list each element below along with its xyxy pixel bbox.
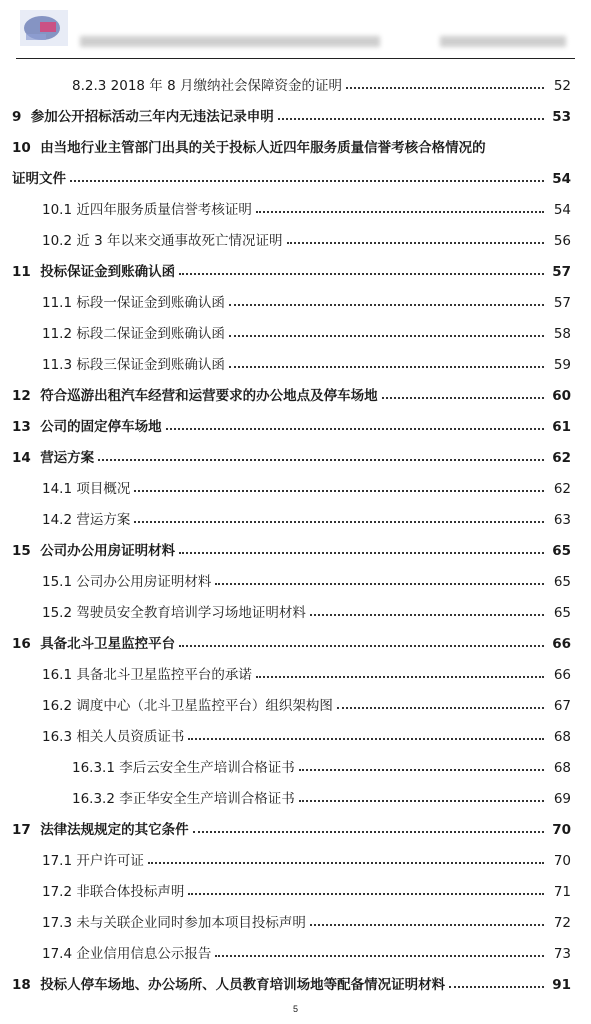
toc-entry-title: 法律法规规定的其它条件 (40, 822, 189, 838)
toc-entry-page: 57 (553, 295, 571, 311)
toc-entry-number: 14.2 (42, 512, 77, 528)
toc-entry-title: 营运方案 (40, 450, 95, 466)
toc-entry-number: 8.2.3 (72, 78, 111, 94)
toc-entry-title: 具备北斗卫星监控平台 (40, 636, 176, 652)
blurred-header-text-right (440, 36, 566, 47)
blurred-header-text-left (80, 36, 380, 47)
toc-entry-page: 70 (553, 853, 571, 869)
toc-entry-page: 62 (552, 450, 571, 466)
toc-entry-title: 2018 年 8 月缴纳社会保障资金的证明 (110, 78, 342, 94)
toc-entry[interactable] (72, 754, 571, 776)
toc-entry-title: 未与关联企业同时参加本项目投标声明 (76, 915, 306, 931)
toc-entry-page: 68 (553, 760, 571, 776)
dot-leader (98, 459, 544, 461)
toc-entry-title: 投标保证金到账确认函 (40, 264, 176, 280)
toc-entry[interactable] (12, 537, 571, 559)
toc-entry-title: 符合巡游出租汽车经营和运营要求的办公地点及停车场地 (40, 388, 378, 404)
toc-entry-number: 16 (12, 636, 41, 652)
toc-entry-title: 参加公开招标活动三年内无违法记录申明 (30, 109, 274, 125)
dot-leader (134, 490, 544, 492)
toc-entry[interactable] (12, 382, 571, 404)
toc-entry-page: 60 (552, 388, 571, 404)
toc-entry[interactable] (12, 258, 571, 280)
dot-leader (310, 614, 544, 616)
toc-entry-number: 17 (12, 822, 41, 838)
dot-leader (256, 676, 544, 678)
dot-leader (179, 552, 544, 554)
toc-entry[interactable] (12, 971, 571, 993)
toc-entry-number: 17.2 (42, 884, 77, 900)
toc-entry-page: 65 (552, 543, 571, 559)
toc-entry-title: 李后云安全生产培训合格证书 (119, 760, 295, 776)
toc-entry[interactable] (42, 599, 571, 621)
dot-leader (188, 738, 544, 740)
toc-entry-number: 15.1 (42, 574, 77, 590)
dot-leader (299, 800, 544, 802)
toc-entry[interactable] (42, 847, 571, 869)
toc-entry-page: 52 (553, 78, 571, 94)
toc-entry-page: 73 (553, 946, 571, 962)
toc-entry-title: 标段一保证金到账确认函 (76, 295, 225, 311)
toc-entry-page: 68 (553, 729, 571, 745)
toc-entry-number: 12 (12, 388, 41, 404)
toc-entry-number: 10.1 (42, 202, 77, 218)
toc-entry-title: 投标人停车场地、办公场所、人员教育培训场地等配备情况证明材料 (40, 977, 446, 993)
toc-entry-number: 17.1 (42, 853, 77, 869)
toc-entry-title: 公司办公用房证明材料 (40, 543, 176, 559)
dot-leader (337, 707, 544, 709)
toc-entry-title: 公司的固定停车场地 (40, 419, 162, 435)
toc-entry-page: 65 (553, 605, 571, 621)
toc-entry[interactable] (42, 506, 571, 528)
toc-entry-number: 10 (12, 140, 41, 156)
toc-entry-page: 91 (552, 977, 571, 993)
dot-leader (287, 242, 544, 244)
toc-entry-title: 非联合体投标声明 (76, 884, 185, 900)
dot-leader (179, 273, 544, 275)
toc-entry-page: 53 (552, 109, 571, 125)
toc-entry[interactable] (42, 661, 571, 683)
toc-entry-number: 17.4 (42, 946, 77, 962)
toc-entry-number: 15.2 (42, 605, 77, 621)
toc-entry-number: 16.3.1 (72, 760, 120, 776)
toc-entry-page: 67 (553, 698, 571, 714)
toc-entry[interactable] (42, 196, 571, 218)
toc-entry-number: 10.2 (42, 233, 77, 249)
toc-entry-page: 69 (553, 791, 571, 807)
toc-entry-number: 14 (12, 450, 41, 466)
toc-entry-title: 驾驶员安全教育培训学习场地证明材料 (76, 605, 306, 621)
toc-entry-title: 标段二保证金到账确认函 (76, 326, 225, 342)
toc-entry[interactable] (72, 72, 571, 94)
toc-entry-number: 13 (12, 419, 41, 435)
toc-entry-number: 18 (12, 977, 41, 993)
toc-entry-number: 16.3.2 (72, 791, 120, 807)
toc-entry-title: 公司办公用房证明材料 (76, 574, 212, 590)
toc-entry-page: 56 (553, 233, 571, 249)
toc-entry-number: 11.3 (42, 357, 77, 373)
toc-entry-page: 66 (552, 636, 571, 652)
toc-entry-title: 营运方案 (76, 512, 131, 528)
dot-leader (70, 180, 544, 182)
toc-entry[interactable] (42, 568, 571, 590)
dot-leader (229, 304, 544, 306)
dot-leader (346, 87, 544, 89)
toc-entry-page: 66 (553, 667, 571, 683)
toc-entry-number: 16.1 (42, 667, 77, 683)
toc-entry-title: 李正华安全生产培训合格证书 (119, 791, 295, 807)
toc-entry-number: 17.3 (42, 915, 77, 931)
toc-entry[interactable] (12, 816, 571, 838)
toc-entry-page: 54 (553, 202, 571, 218)
toc-entry-page: 63 (553, 512, 571, 528)
toc-entry-page: 65 (553, 574, 571, 590)
toc-entry[interactable] (42, 878, 571, 900)
toc-entry[interactable] (12, 103, 571, 125)
dot-leader (193, 831, 544, 833)
dot-leader (256, 211, 544, 213)
toc-entry-number: 11.1 (42, 295, 77, 311)
dot-leader (449, 986, 544, 988)
toc-entry-title: 标段三保证金到账确认函 (76, 357, 225, 373)
toc-entry-title: 相关人员资质证书 (76, 729, 185, 745)
toc-entry-page: 54 (552, 171, 571, 187)
toc-entry-page: 62 (553, 481, 571, 497)
dot-leader (382, 397, 544, 399)
toc-entry-title-continued: 证明文件 (12, 171, 66, 187)
dot-leader (278, 118, 544, 120)
toc-entry-title: 由当地行业主管部门出具的关于投标人近四年服务质量信誉考核合格情况的 (40, 140, 486, 156)
toc-entry-number: 15 (12, 543, 41, 559)
toc-entry[interactable] (42, 320, 571, 342)
toc-entry[interactable] (42, 909, 571, 931)
page-header (0, 0, 591, 62)
dot-leader (166, 428, 544, 430)
toc-entry-page: 61 (552, 419, 571, 435)
toc-entry-page: 71 (553, 884, 571, 900)
toc-entry-title: 近四年服务质量信誉考核证明 (76, 202, 252, 218)
toc-entry-title: 具备北斗卫星监控平台的承诺 (76, 667, 252, 683)
toc-entry[interactable] (72, 785, 571, 807)
toc-entry-title: 调度中心（北斗卫星监控平台）组织架构图 (76, 698, 333, 714)
toc-entry-number: 16.3 (42, 729, 77, 745)
page-number: 5 (292, 1004, 298, 1014)
toc-entry-number: 11.2 (42, 326, 77, 342)
header-rule (16, 58, 575, 59)
dot-leader (229, 366, 544, 368)
toc-entry[interactable] (42, 692, 571, 714)
toc-entry-number: 16.2 (42, 698, 77, 714)
toc-entry-title: 近 3 年以来交通事故死亡情况证明 (76, 233, 283, 249)
toc-entry[interactable] (42, 940, 571, 962)
dot-leader (188, 893, 544, 895)
toc-entry-number: 14.1 (42, 481, 77, 497)
dot-leader (148, 862, 544, 864)
dot-leader (299, 769, 544, 771)
toc-entry-page: 72 (553, 915, 571, 931)
company-logo (18, 6, 70, 50)
toc-entry[interactable] (42, 723, 571, 745)
toc-entry[interactable] (12, 134, 571, 156)
toc-entry-page: 58 (553, 326, 571, 342)
toc-entry[interactable] (12, 630, 571, 652)
toc-entry-title: 项目概况 (76, 481, 131, 497)
toc-entry[interactable] (42, 351, 571, 373)
toc-entry-page: 59 (553, 357, 571, 373)
toc-entry[interactable] (42, 289, 571, 311)
dot-leader (134, 521, 544, 523)
toc-entry[interactable] (42, 227, 571, 249)
toc-entry[interactable] (12, 413, 571, 435)
dot-leader (215, 955, 544, 957)
toc-entry-title: 企业信用信息公示报告 (76, 946, 212, 962)
toc-entry-continuation[interactable] (12, 165, 571, 187)
toc-entry-number: 11 (12, 264, 41, 280)
toc-entry[interactable] (42, 475, 571, 497)
dot-leader (179, 645, 544, 647)
toc-entry-page: 70 (552, 822, 571, 838)
dot-leader (229, 335, 544, 337)
toc-entry-page: 57 (552, 264, 571, 280)
dot-leader (310, 924, 544, 926)
toc-entry-number: 9 (12, 109, 31, 125)
toc-entry[interactable] (12, 444, 571, 466)
dot-leader (215, 583, 544, 585)
toc-entry-title: 开户许可证 (76, 853, 144, 869)
